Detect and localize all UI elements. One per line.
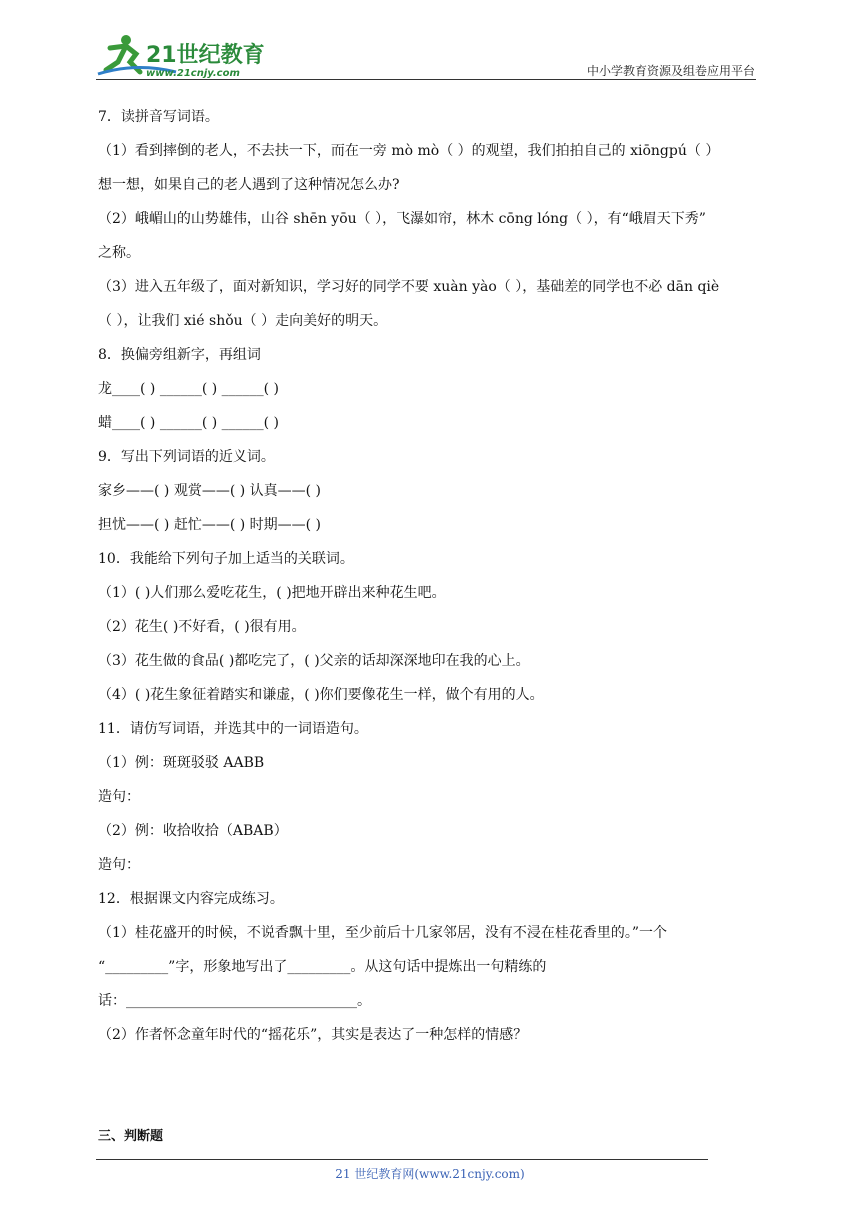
q7-item2-line2: 之称。 bbox=[98, 245, 140, 261]
q10-item2: （2）花生( )不好看，( )很有用。 bbox=[98, 619, 306, 635]
q9-row2: 担忧——( ) 赶忙——( ) 时期——( ) bbox=[98, 517, 322, 533]
21cnjy-logo-icon bbox=[96, 32, 266, 80]
q11-sentence1: 造句： bbox=[98, 789, 140, 805]
q10-item3: （3）花生做的食品( )都吃完了，( )父亲的话却深深地印在我的心上。 bbox=[98, 653, 530, 669]
q7-item3-line2: （ ），让我们 xié shǒu（ ）走向美好的明天。 bbox=[98, 313, 388, 329]
q11-sentence2: 造句： bbox=[98, 857, 140, 873]
blank-space bbox=[98, 1052, 766, 1086]
q8-title: 8．换偏旁组新字，再组词 bbox=[98, 347, 261, 363]
q10-title: 10．我能给下列句子加上适当的关联词。 bbox=[98, 551, 354, 567]
exercise-content bbox=[98, 100, 766, 1154]
blank-space bbox=[98, 1086, 766, 1120]
q11-example2: （2）例：收拾收拾（ABAB） bbox=[98, 823, 288, 839]
q11-title: 11．请仿写词语，并选其中的一词语造句。 bbox=[98, 721, 368, 737]
logo-text: 21世纪教育 bbox=[146, 43, 265, 68]
q7-item3-line1: （3）进入五年级了，面对新知识，学习好的同学不要 xuàn yào（ ），基础差的同学也不必 dān qiè bbox=[98, 279, 720, 295]
q12-item1-line2: “_________”字，形象地写出了_________。从这句话中提炼出一句精练的 bbox=[98, 959, 547, 975]
q7-item1-line2: 想一想，如果自己的老人遇到了这种情况怎么办? bbox=[98, 177, 400, 193]
page-header bbox=[0, 0, 860, 82]
q10-item1: （1）( )人们那么爱吃花生，( )把地开辟出来种花生吧。 bbox=[98, 585, 446, 601]
q9-title: 9．写出下列词语的近义词。 bbox=[98, 449, 275, 465]
q7-title: 7．读拼音写词语。 bbox=[98, 109, 219, 125]
q9-row1: 家乡——( ) 观赏——( ) 认真——( ) bbox=[98, 483, 322, 499]
header-divider bbox=[96, 79, 756, 80]
q8-row1: 龙____( ) ______( ) ______( ) bbox=[98, 381, 280, 397]
q12-item1-line3: 话：_________________________________。 bbox=[98, 993, 371, 1009]
footer-divider bbox=[96, 1159, 708, 1160]
footer-site: 21 世纪教育网(www.21cnjy.com) bbox=[335, 1167, 525, 1181]
q12-title: 12．根据课文内容完成练习。 bbox=[98, 891, 284, 907]
q11-example1: （1）例：斑斑驳驳 AABB bbox=[98, 755, 265, 771]
q12-item2: （2）作者怀念童年时代的“摇花乐”，其实是表达了一种怎样的情感？ bbox=[98, 1027, 528, 1043]
q7-item1-line1: （1）看到摔倒的老人，不去扶一下，而在一旁 mò mò（ ）的观望，我们拍拍自己的 xiōngpú（ ） bbox=[98, 143, 720, 159]
q8-row2: 蜡____( ) ______( ) ______( ) bbox=[98, 415, 280, 431]
q7-item2-line1: （2）峨嵋山的山势雄伟，山谷 shēn yōu（ ），飞瀑如帘，林木 cōng lóng（ ），有“峨眉天下秀” bbox=[98, 211, 706, 227]
q10-item4: （4）( )花生象征着踏实和谦虚，( )你们要像花生一样，做个有用的人。 bbox=[98, 687, 544, 703]
logo-url: www.21cnjy.com bbox=[146, 68, 240, 79]
section-title: 三、判断题 bbox=[98, 1129, 164, 1144]
platform-name: 中小学教育资源及组卷应用平台 bbox=[586, 64, 755, 78]
q12-item1-line1: （1）桂花盛开的时候，不说香飘十里，至少前后十几家邻居，没有不浸在桂花香里的。”一个 bbox=[98, 925, 668, 941]
